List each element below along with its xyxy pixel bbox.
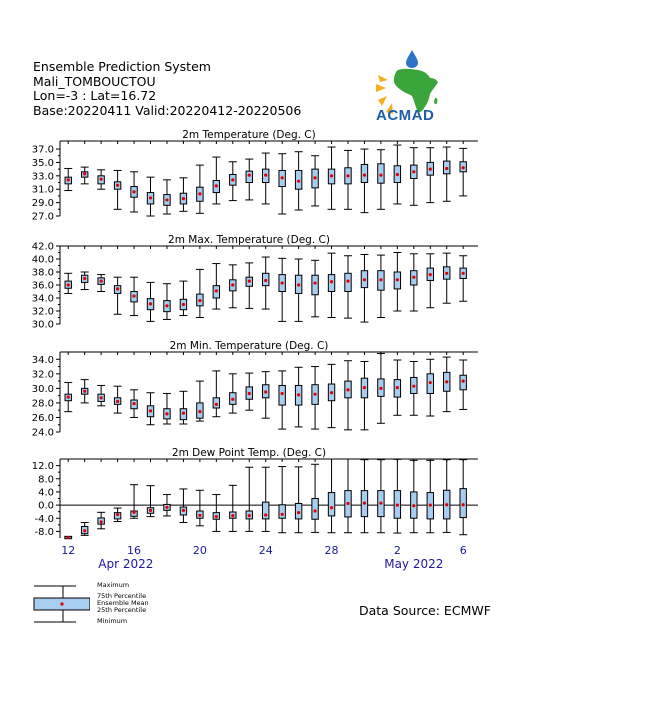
mean-dot [231,514,234,517]
box-15 [114,508,122,521]
mean-dot [462,503,465,506]
mean-dot [462,166,465,169]
box-36 [459,360,467,409]
mean-dot [281,513,284,516]
box-23 [245,263,253,309]
box-30 [360,254,368,322]
y-tick-label: 8.0 [38,474,54,486]
mean-dot [116,184,119,187]
mean-dot [248,392,251,395]
box-23 [245,159,253,200]
mean-dot [100,280,103,283]
x-month-label: Apr 2022 [98,557,154,571]
mean-dot [198,514,201,517]
y-tick-label: 34.0 [31,354,54,366]
box-25 [278,467,286,533]
mean-dot [379,174,382,177]
mean-dot [396,503,399,506]
header-system: Ensemble Prediction System [33,59,211,74]
box-21 [212,157,220,204]
box-19 [179,281,187,315]
legend-mean: Ensemble Mean [97,599,149,607]
mean-dot [264,390,267,393]
box-29 [344,361,352,430]
mean-dot [132,402,135,405]
legend-75th: 75th Percentile [97,592,147,600]
box-22 [229,485,237,531]
chart-panel-1 [32,129,478,223]
mean-dot [149,302,152,305]
mean-dot [379,387,382,390]
mean-dot [412,504,415,507]
box-17 [147,177,155,216]
mean-dot [165,304,168,307]
mean-dot [116,287,119,290]
box-18 [163,495,171,516]
box-12 [64,536,72,539]
box-19 [179,489,187,523]
mean-dot [462,379,465,382]
mean-dot [67,283,70,286]
mean-dot [132,294,135,297]
y-tick-label: 40.0 [31,254,54,266]
mean-dot [297,511,300,514]
mean-dot [83,277,86,280]
box-31 [377,353,385,423]
box-36 [459,460,467,535]
box-16 [130,172,138,212]
mean-dot [149,409,152,412]
mean-dot [330,280,333,283]
box-28 [328,253,336,317]
y-tick-label: 12.0 [31,461,54,473]
box-30 [360,460,368,533]
mean-dot [83,172,86,175]
x-axis [61,544,466,571]
box-16 [130,485,138,519]
y-tick-label: 30.0 [31,383,54,395]
box-12 [64,273,72,293]
mean-dot [313,176,316,179]
mean-dot [363,386,366,389]
x-tick-label: 16 [127,544,142,557]
mean-dot [396,386,399,389]
chart-title: 2m Temperature (Deg. C) [182,129,316,141]
mean-dot [281,392,284,395]
box-35 [443,253,451,303]
box-21 [212,495,220,532]
legend-maximum: Maximum [97,581,130,589]
y-tick-label: 38.0 [31,267,54,279]
box-28 [328,147,336,209]
box-35 [443,460,451,533]
box-15 [114,386,122,413]
x-tick-label: 6 [459,544,467,557]
box-12 [64,383,72,412]
mean-dot [165,198,168,201]
iqr-box [312,275,318,295]
chart-panel-2 [32,234,478,331]
box-23 [245,467,253,531]
box-35 [443,357,451,412]
mean-dot [83,390,86,393]
mean-dot [100,520,103,523]
mean-dot [445,167,448,170]
mean-dot [330,391,333,394]
iqr-box [361,164,367,182]
mean-dot [116,513,119,516]
box-36 [459,148,467,196]
mean-dot [67,536,70,539]
mean-dot [182,509,185,512]
mean-dot [248,514,251,517]
y-tick-label: 27.0 [31,211,54,223]
y-tick-label: 32.0 [31,306,54,318]
mean-dot [429,168,432,171]
box-30 [360,149,368,213]
mean-dot [198,410,201,413]
mean-dot [83,529,86,532]
mean-dot [215,289,218,292]
y-tick-label: 42.0 [31,241,54,253]
mean-dot [198,299,201,302]
box-31 [377,255,385,317]
box-26 [295,467,303,533]
y-tick-label: 34.0 [31,293,54,305]
y-tick-label: 36.0 [31,280,54,292]
mean-dot [215,184,218,187]
mean-dot [116,400,119,403]
box-26 [295,152,303,210]
iqr-box [378,164,384,183]
box-33 [410,254,418,311]
mean-dot [264,174,267,177]
box-18 [163,393,171,424]
mean-dot [346,388,349,391]
mean-dot [165,506,168,509]
y-tick-label: 0.0 [38,500,54,512]
box-27 [311,156,319,206]
box-22 [229,265,237,308]
box-16 [130,390,138,418]
header-location: Mali_TOMBOUCTOU [33,73,156,89]
iqr-box [312,499,318,520]
mean-dot [412,385,415,388]
y-tick-label: 28.0 [31,398,54,410]
chart-title: 2m Dew Point Temp. (Deg. C) [171,447,327,459]
mean-dot [363,502,366,505]
box-29 [344,150,352,209]
header-base-valid: Base:20220411 Valid:20220412-20220506 [33,102,302,118]
box-26 [295,367,303,427]
mean-dot [363,174,366,177]
box-20 [196,165,204,213]
mean-dot [67,395,70,398]
mean-dot [429,273,432,276]
box-32 [393,360,401,415]
mean-dot [231,283,234,286]
mean-dot [281,281,284,284]
mean-dot [264,513,267,516]
mean-dot [429,503,432,506]
box-24 [262,467,270,531]
iqr-box [328,493,334,516]
box-13 [81,523,89,536]
box-34 [426,359,434,416]
box-28 [328,459,336,533]
mean-dot [429,381,432,384]
box-31 [377,150,385,210]
box-29 [344,459,352,533]
y-tick-label: 24.0 [31,427,54,439]
mean-dot [297,283,300,286]
box-22 [229,374,237,413]
y-tick-label: 32.0 [31,369,54,381]
mean-dot [132,190,135,193]
box-24 [262,372,270,419]
box-34 [426,254,434,308]
mean-dot [396,278,399,281]
box-14 [97,275,105,292]
box-29 [344,256,352,318]
x-tick-label: 24 [258,544,273,557]
box-24 [262,257,270,309]
box-34 [426,460,434,532]
mean-dot [313,393,316,396]
box-18 [163,284,171,320]
box-33 [410,148,418,206]
mean-dot [462,272,465,275]
acmad-logo-text: ACMAD [376,107,435,124]
y-tick-label: 35.0 [31,157,54,169]
mean-dot [231,398,234,401]
box-20 [196,381,204,421]
box-17 [147,282,155,321]
box-32 [393,459,401,533]
box-14 [97,512,105,528]
mean-dot [182,411,185,414]
mean-dot [231,178,234,181]
y-tick-label: 37.0 [31,144,54,156]
mean-dot [396,173,399,176]
legend-25th: 25th Percentile [97,606,147,614]
mean-dot [165,412,168,415]
chart-panel-3 [32,340,478,439]
mean-dot [100,396,103,399]
box-19 [179,178,187,211]
mean-dot [182,303,185,306]
x-tick-label: 28 [324,544,339,557]
box-19 [179,391,187,424]
mean-dot [346,174,349,177]
box-13 [81,167,89,184]
mean-dot [445,503,448,506]
data-source: Data Source: ECMWF [359,603,491,618]
mean-dot [100,178,103,181]
mean-dot [281,176,284,179]
mean-dot [132,511,135,514]
mean-dot [330,506,333,509]
mean-dot [264,279,267,282]
box-33 [410,361,418,415]
box-35 [443,147,451,201]
box-22 [229,162,237,201]
box-18 [163,180,171,214]
box-30 [360,361,368,429]
box-27 [311,464,319,532]
mean-dot [412,170,415,173]
box-27 [311,367,319,430]
box-33 [410,460,418,532]
mean-dot [149,196,152,199]
y-tick-label: 26.0 [31,412,54,424]
iqr-box [246,171,252,182]
legend-minimum: Minimum [97,617,128,625]
mean-dot [149,509,152,512]
y-tick-label: 33.0 [31,171,54,183]
box-23 [245,373,253,410]
box-15 [114,170,122,209]
iqr-box [460,489,466,518]
mean-dot [330,174,333,177]
box-14 [97,385,105,405]
box-16 [130,277,138,315]
box-21 [212,371,220,417]
box-17 [147,486,155,517]
box-32 [393,253,401,312]
y-tick-label: -4.0 [34,513,54,525]
mean-dot [297,180,300,183]
mean-dot [379,278,382,281]
chart-title: 2m Min. Temperature (Deg. C) [169,340,329,352]
mean-dot [215,403,218,406]
mean-dot [346,502,349,505]
box-25 [278,371,286,429]
mean-dot [445,380,448,383]
box-26 [295,259,303,321]
box-34 [426,148,434,203]
chart-panel-4 [32,447,478,539]
mean-dot [248,280,251,283]
box-21 [212,264,220,310]
chart-title: 2m Max. Temperature (Deg. C) [168,234,330,246]
box-13 [81,380,89,403]
x-month-label: May 2022 [384,557,444,571]
box-25 [278,258,286,321]
box-36 [459,256,467,302]
mean-dot [379,502,382,505]
x-tick-label: 20 [192,544,207,557]
box-15 [114,277,122,314]
header-coordinates: Lon=-3 : Lat=16.72 [33,88,157,103]
y-tick-label: 29.0 [31,198,54,210]
mean-dot [445,272,448,275]
y-tick-label: 31.0 [31,184,54,196]
box-31 [377,460,385,533]
box-27 [311,260,319,317]
mean-dot [346,280,349,283]
legend-box-glyph [20,578,90,626]
mean-dot [67,178,70,181]
box-13 [81,272,89,290]
box-24 [262,153,270,204]
mean-dot [313,281,316,284]
box-14 [97,170,105,189]
mean-dot [182,197,185,200]
box-17 [147,393,155,425]
x-tick-label: 2 [393,544,401,557]
box-20 [196,490,204,526]
box-25 [278,154,286,214]
y-tick-label: -8.0 [34,526,54,538]
box-12 [64,168,72,190]
x-tick-label: 12 [61,544,76,557]
mean-dot [363,278,366,281]
box-20 [196,269,204,317]
mean-dot [198,192,201,195]
mean-dot [313,509,316,512]
mean-dot [412,276,415,279]
box-32 [393,145,401,204]
y-tick-label: 4.0 [38,487,54,499]
mean-dot [215,515,218,518]
mean-dot [248,174,251,177]
box-28 [328,364,336,427]
iqr-box [279,385,285,405]
iqr-box [279,505,285,518]
mean-dot [297,393,300,396]
y-tick-label: 30.0 [31,319,54,331]
